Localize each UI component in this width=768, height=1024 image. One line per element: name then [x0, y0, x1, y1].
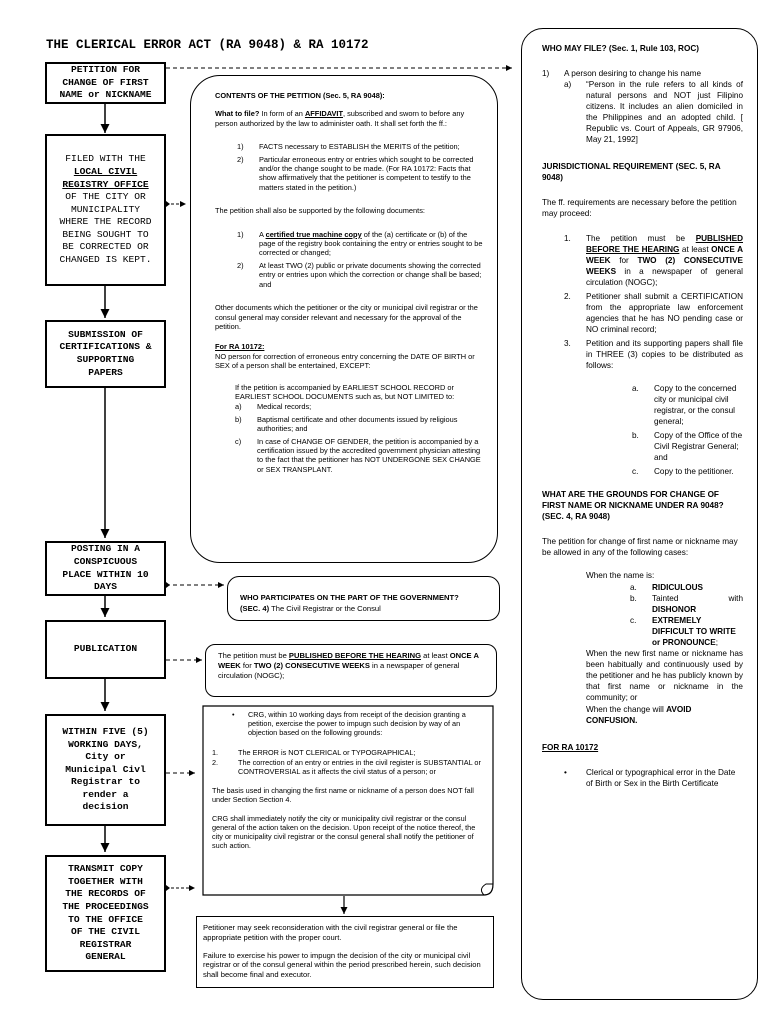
step-line: FILED WITH THE	[65, 153, 146, 165]
item-text: “Person in the rule refers to all kinds of natural persons and NOT just Filipino citizens. It includes an alien domiciled in the Philippines and an adopted child. [ Republic vs. Court of Appeals, GR 97906, May 21, 1992]	[586, 80, 743, 144]
what-pre: In form of an	[259, 109, 305, 119]
contents-list-1	[215, 142, 485, 192]
jur-text: The ff. requirements are necessary before the petition may proceed:	[542, 198, 737, 218]
right-ra-heading	[542, 742, 743, 753]
item-number: a)	[564, 80, 572, 89]
item-bold: certified true machine copy	[265, 229, 362, 239]
step-line: OF THE CIVIL	[70, 926, 141, 938]
jur-heading: JURISDICTIONAL REQUIREMENT (SEC. 5, RA 9048)	[542, 162, 721, 182]
difficult-text: EXTREMELY DIFFICULT TO WRITE	[652, 616, 736, 636]
item-number: c.	[632, 467, 639, 476]
ra-if: If the petition is accompanied by EARLIEST SCHOOL RECORD or EARLIEST SCHOOL DOCUMENTS such as, but NOT LIMITED to:	[235, 382, 455, 401]
final-note	[196, 916, 494, 988]
item-number: a)	[235, 402, 242, 412]
item-number: 1)	[542, 69, 550, 78]
item-number: b.	[632, 431, 639, 440]
item-text: Copy to the concerned city or municipal civil registrar, or the consul general;	[654, 384, 737, 426]
step-line: POSTING IN A	[70, 543, 141, 555]
decision-bullet: CRG, within 10 working days from receipt of the decision granting a petition, exercise the power to impugn such decision by way of an objection based on the following grounds:	[248, 710, 466, 738]
step-line: CONSPICUOUS	[73, 555, 138, 567]
step-line: THE RECORDS OF	[65, 888, 146, 900]
list-item	[235, 402, 485, 411]
ra-heading	[215, 342, 485, 351]
list-item	[630, 593, 743, 615]
with-word: with	[728, 594, 743, 603]
step-line: PETITION FOR	[70, 64, 141, 76]
step-line: BEING SOUGHT TO	[62, 228, 149, 240]
when3-pre: When the change will	[586, 705, 667, 714]
pub-bold1: PUBLISHED BEFORE THE HEARING	[288, 651, 421, 660]
list-item	[237, 142, 485, 151]
item-text: Copy to the petitioner.	[654, 467, 734, 476]
semicolon: ;	[715, 638, 718, 647]
step-transmit	[45, 855, 166, 972]
req1-bold1: PUBLISHED BEFORE THE HEARING	[586, 234, 743, 254]
step-posting	[45, 541, 166, 596]
step-line: City or	[85, 751, 126, 763]
list-item	[212, 748, 484, 757]
gov-sec: (SEC. 4)	[240, 604, 270, 614]
item-pre: A	[259, 229, 266, 239]
item-text: Particular erroneous entry or entries which sought to be corrected and/or the change sought to be made. (For RA 10172: Facts that show affirmatively that the petitioner is competent to testify to the matters stated in the petition.)	[259, 154, 474, 192]
item-text: At least TWO (2) public or private documents showing the corrected entry or entries upon which the correction or change shall be based; and	[259, 260, 482, 289]
contents-what	[215, 109, 485, 128]
item-number: c)	[235, 436, 242, 446]
item-text: Baptismal certificate and other documents issued by religious authorities; and	[257, 414, 458, 434]
list-item	[542, 68, 743, 79]
final-p1: Petitioner may seek reconsideration with the civil registrar general or file the appropriate petition with the proper court.	[203, 923, 458, 942]
step-line: decision	[82, 801, 129, 813]
gov-heading: WHO PARTICIPATES ON THE PART OF THE GOVERNMENT?	[240, 593, 459, 602]
contents-box	[190, 75, 498, 563]
step-line: WITHIN FIVE (5)	[62, 725, 149, 737]
step-line: WORKING DAYS,	[68, 738, 143, 750]
when-label: When the name is:	[586, 571, 655, 580]
req1-post: in a newspaper of general circulation (NOGC);	[586, 267, 743, 287]
list-item	[212, 758, 484, 776]
list-item: 2. Petitioner shall submit a CERTIFICATION from the appropriate law enforcement agencies that he has NO pending case or NO criminal record;	[564, 292, 743, 334]
item-number: b)	[235, 414, 242, 424]
pub-bold3: TWO (2) CONSECUTIVE WEEKS	[253, 661, 370, 671]
copies-list	[542, 383, 743, 477]
item-number: 2)	[237, 154, 244, 164]
list-item	[630, 615, 743, 648]
item-text: The correction of an entry or entries in the civil register is SUBSTANTIAL or CONTROVERSIAL as it affects the civil status of a person; or	[238, 757, 481, 777]
req1-bold3: TWO (2) CONSECUTIVE WEEKS	[586, 256, 743, 276]
item-post: of the (a) certificate or (b) of the page of the registry book containing the entry or entries sought to be corrected or changed;	[259, 229, 483, 258]
grounds-list	[542, 570, 743, 726]
step-line: REGISTRY OFFICE	[62, 178, 149, 190]
step-line: GENERAL	[85, 951, 126, 963]
decision-basis: The basis used in changing the first name or nickname of a person does NOT fall under Section Section 4.	[212, 786, 474, 805]
contents-other: Other documents which the petitioner or the city or municipal civil registrar or the consul general may consider relevant and necessary for the approval of the petition.	[215, 303, 478, 331]
pub-mid1: at least	[420, 651, 450, 660]
req1-mid2: for	[610, 256, 638, 265]
pub-post: in a newspaper of general circulation (NOGC);	[218, 661, 460, 681]
item-number: c.	[630, 616, 637, 625]
step-line: Registrar to	[70, 776, 141, 788]
right-panel	[521, 28, 758, 1000]
step-decision	[45, 714, 166, 826]
item-text: Clerical or typographical error in the Date of Birth or Sex in the Birth Certificate	[586, 768, 736, 788]
step-line: WHERE THE RECORD	[59, 216, 152, 228]
item-text: Copy of the Office of the Civil Registrar General; and	[654, 431, 743, 462]
req1-pre: The petition must be	[586, 234, 696, 243]
step-line: Municipal Civl	[65, 763, 146, 775]
step-line: DAYS	[93, 581, 117, 593]
grounds-sublist	[586, 582, 743, 648]
step-line: PAPERS	[88, 366, 123, 378]
list-item: 1) A certified true machine copy of the (a) certificate or (b) of the page of the registry book containing the entry or entries sought to be corrected or changed;	[237, 229, 483, 258]
ra-text: NO person for correction of erroneous entry concerning the DATE OF BIRTH or SEX of a person shall be entertained, EXCEPT:	[215, 351, 475, 371]
list-item: 1. The petition must be PUBLISHED BEFORE THE HEARING at least ONCE A WEEK for TWO (2) CONSECUTIVE WEEKS in a newspaper of general circulation (NOGC);	[564, 234, 743, 287]
dishonor-word: DISHONOR	[652, 605, 697, 614]
list-item	[237, 155, 485, 193]
step-line: OF THE CITY OR	[65, 191, 146, 203]
step-line: THE PROCEEDINGS	[62, 900, 149, 912]
step-publication	[45, 620, 166, 679]
item-text: The ERROR is NOT CLERICAL or TYPOGRAPHICAL;	[238, 747, 416, 757]
decision-note	[206, 710, 490, 894]
list-item: • CRG, within 10 working days from receipt of the decision granting a petition, exercise the power to impugn such decision by way of an objection based on the following grounds:	[212, 710, 484, 738]
step-submission	[45, 320, 166, 388]
item-text: A person desiring to change his name	[564, 69, 702, 78]
affidavit-term: AFFIDAVIT	[304, 109, 343, 119]
list-item	[632, 466, 743, 477]
item-number: a.	[632, 384, 639, 393]
list-item	[542, 79, 743, 145]
who-heading: WHO MAY FILE? (Sec. 1, Rule 103, ROC)	[542, 44, 699, 53]
grounds-heading: WHAT ARE THE GROUNDS FOR CHANGE OF FIRST NAME OR NICKNAME UNDER RA 9048? (SEC. 4, RA 9048)	[542, 490, 724, 521]
list-item	[632, 383, 743, 427]
gov-text: The Civil Registrar or the Consul	[269, 604, 381, 614]
req1-bold2: ONCE A WEEK	[586, 245, 743, 265]
step-line: CHANGED IS KEPT.	[59, 254, 152, 266]
list-item: 2) At least TWO (2) public or private documents showing the corrected entry or entries upon which the correction or change shall be based; and	[237, 261, 485, 289]
req1-mid1: at least	[679, 245, 712, 254]
item-text: FACTS necessary to ESTABLISH the MERITS of the petition;	[259, 142, 460, 152]
step-line: SUBMISSION OF	[68, 328, 143, 340]
step-line: LOCAL CIVIL	[73, 165, 138, 177]
item-text: In case of CHANGE OF GENDER, the petition is accompanied by a certification issued by the accredited government physician attesting to the fact that the petitioner has NOT UNDERGONE SEX CHANGE or SEX TRANSPLANT.	[257, 436, 481, 474]
tainted-word: Tainted	[652, 594, 679, 603]
item-text: Medical records;	[257, 402, 312, 412]
pub-mid2: for	[240, 661, 254, 671]
item-number: 2.	[212, 757, 219, 767]
list-item: 3. Petition and its supporting papers shall file in THREE (3) copies to be distributed as follows:	[564, 339, 743, 370]
pronounce-text: or PRONOUNCE	[652, 638, 716, 647]
step-petition	[45, 62, 166, 104]
contents-support: The petition shall also be supported by the following documents:	[215, 206, 425, 216]
item-number: 1.	[212, 747, 219, 757]
step-filed	[45, 134, 166, 286]
list-item	[630, 582, 743, 593]
item-number: b.	[630, 594, 637, 603]
step-line: REGISTRAR	[79, 938, 132, 950]
grounds-text: The petition for change of first name or nickname may be allowed in any of the following cases:	[542, 537, 738, 557]
item-number: 1)	[237, 142, 244, 152]
contents-list-2	[215, 230, 485, 289]
step-line: BE CORRECTED OR	[62, 241, 149, 253]
step-line: CERTIFICATIONS &	[59, 341, 152, 353]
step-line: PUBLICATION	[73, 643, 138, 655]
step-line: TOGETHER WITH	[68, 875, 143, 887]
step-line: SUPPORTING	[76, 354, 135, 365]
list-item	[235, 415, 485, 434]
when3-bold: AVOID CONFUSION.	[586, 705, 692, 725]
item-text: Petitioner shall submit a CERTIFICATION from the appropriate law enforcement agencies that he has NO pending case or NO criminal record;	[586, 292, 743, 334]
item-text: Petition and its supporting papers shall file in THREE (3) copies to be distributed as follows:	[586, 339, 743, 370]
page-title: THE CLERICAL ERROR ACT (RA 9048) & RA 10172	[46, 38, 369, 52]
what-post: , subscribed and sworn to before any person authorized by the law to administer oath. It shall set forth the ff.:	[215, 109, 465, 128]
ra-heading-text: For RA 10172:	[215, 342, 265, 352]
list-item	[632, 430, 743, 463]
step-line: render a	[82, 788, 129, 800]
item-number: a.	[630, 583, 637, 592]
final-p2: Failure to exercise his power to impugn the decision of the city or municipal civil registrar or of the consul general within the period prescribed herein, such decision shall become final and executor.	[203, 950, 481, 980]
list-item: • Clerical or typographical error in the Date of Birth or Sex in the Birth Certificate	[542, 767, 743, 789]
publication-note	[205, 644, 497, 697]
step-line: CHANGE OF FIRST	[62, 76, 149, 88]
what-label: What to file?	[215, 109, 260, 119]
contents-heading: CONTENTS OF THE PETITION (Sec. 5, RA 9048):	[215, 91, 385, 100]
list-item	[235, 437, 485, 475]
step-line: PLACE WITHIN 10	[62, 568, 149, 580]
ra-exceptions	[215, 383, 485, 475]
when2-text: When the new first name or nickname has been habitually and continuously used by the petitioner and he has publicly known by that first name or nickname in the community; or	[586, 649, 743, 702]
when3-text	[586, 704, 743, 726]
requirements-list	[542, 233, 743, 371]
step-line: NAME or NICKNAME	[59, 89, 152, 101]
pub-pre: The petition must be	[218, 651, 289, 660]
step-line: MUNICIPALITY	[70, 203, 141, 215]
step-line: TRANSMIT COPY	[68, 863, 143, 875]
item-text: RIDICULOUS	[652, 583, 703, 592]
step-line: TO THE OFFICE	[68, 913, 143, 925]
decision-notify: CRG shall immediately notify the city or municipality civil registrar or the consul general of the action taken on the decision. Upon receipt of the notice thereof, the city or municipality civil registrar or the consul general shall notify the petitioner of such action.	[212, 813, 476, 851]
government-box	[227, 576, 500, 621]
right-ra-heading-text: FOR RA 10172	[542, 743, 599, 752]
pub-bold2: ONCE A WEEK	[218, 651, 479, 671]
